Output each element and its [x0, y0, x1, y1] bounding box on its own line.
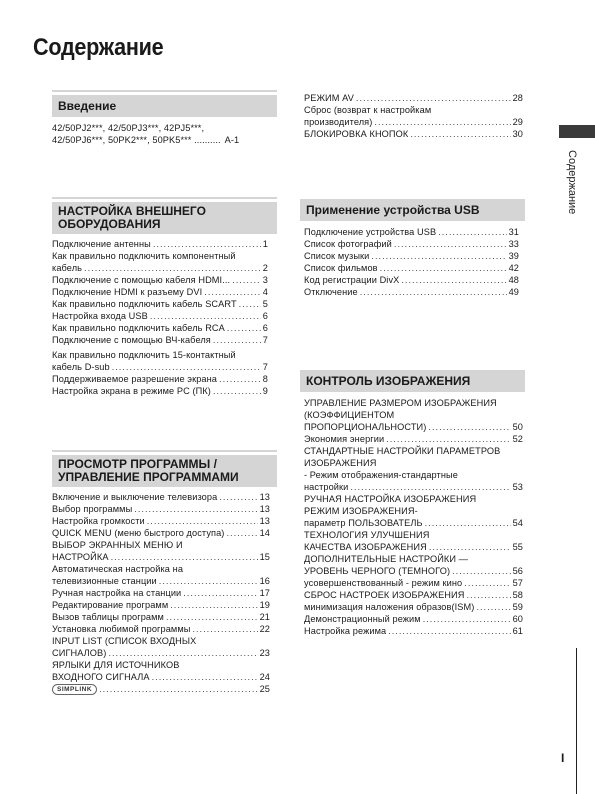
- entry-page: 52: [512, 434, 523, 444]
- entry-text: БЛОКИРОВКА КНОПОК: [304, 129, 409, 139]
- picture-entries: [304, 397, 523, 637]
- dot-leader: [159, 575, 258, 587]
- entry-text-line: ВЫБОР ЭКРАННЫХ МЕНЮ И: [52, 540, 183, 550]
- entry-page: 24: [259, 672, 270, 682]
- dot-leader: [204, 286, 261, 298]
- dot-leader: [112, 361, 261, 373]
- toc-entry[interactable]: [304, 274, 519, 286]
- toc-entry[interactable]: [304, 601, 523, 613]
- entry-page: 54: [512, 518, 523, 528]
- heading-line: НАСТРОЙКА ВНЕШНЕГО: [58, 204, 206, 218]
- dot-leader: [466, 589, 510, 601]
- heading-text: Введение: [58, 98, 117, 113]
- entry-text: Редактирование программ: [52, 600, 169, 610]
- toc-entry[interactable]: [304, 577, 523, 589]
- dot-leader: [166, 611, 258, 623]
- dot-leader: [84, 262, 261, 274]
- entry-page: 58: [512, 590, 523, 600]
- entry-text: СБРОС НАСТРОЕК ИЗОБРАЖЕНИЯ: [304, 590, 465, 600]
- entry-page: 28: [512, 93, 523, 103]
- dot-leader: [360, 286, 507, 298]
- entry-text: РЕЖИМ AV: [304, 93, 354, 103]
- entry-page: 53: [512, 482, 523, 492]
- entry-page: 42: [508, 263, 519, 273]
- entry-text-line: Как правильно подключить компонентный: [52, 251, 236, 261]
- toc-entry[interactable]: [304, 625, 523, 637]
- entry-text-line: ДОПОЛНИТЕЛЬНЫЕ НАСТРОЙКИ —: [304, 554, 469, 564]
- entry-page: 39: [508, 251, 519, 261]
- toc-entry[interactable]: [52, 587, 270, 599]
- entry-page: 48: [508, 275, 519, 285]
- entry-page: 9: [262, 386, 268, 396]
- toc-entry[interactable]: [52, 515, 270, 527]
- dot-leader: [226, 527, 257, 539]
- toc-entry[interactable]: [52, 551, 270, 563]
- heading-line: УПРАВЛЕНИЕ ПРОГРАММАМИ: [58, 470, 239, 484]
- entry-page: 19: [259, 600, 270, 610]
- toc-entry[interactable]: [304, 262, 519, 274]
- entry-page: 1: [262, 239, 268, 249]
- entry-text: телевизионные станции: [52, 576, 157, 586]
- toc-entry[interactable]: [52, 683, 270, 695]
- dot-leader: [239, 298, 261, 310]
- entry-page: 14: [259, 528, 270, 538]
- entry-page: 23: [259, 648, 270, 658]
- toc-entry[interactable]: [304, 116, 523, 128]
- toc-entry[interactable]: [52, 527, 270, 539]
- program-entries: [52, 491, 270, 695]
- margin-rule: [576, 648, 577, 794]
- entry-page: 7: [262, 362, 268, 372]
- entry-page: 55: [512, 542, 523, 552]
- entry-text: Ручная настройка на станции: [52, 588, 182, 598]
- dot-leader: [386, 433, 510, 445]
- toc-entry[interactable]: [304, 226, 519, 238]
- entry-text: Включение и выключение телевизора: [52, 492, 218, 502]
- dot-leader: [213, 385, 261, 397]
- entry-page: 31: [508, 227, 519, 237]
- entry-text: Подключение антенны: [52, 239, 151, 249]
- entry-text: Экономия энергии: [304, 434, 385, 444]
- toc-entry[interactable]: [52, 310, 268, 322]
- entry-text: Список фильмов: [304, 263, 378, 273]
- entry-text: Список фотографий: [304, 239, 392, 249]
- entry-page: 6: [262, 311, 268, 321]
- entry-page: 33: [508, 239, 519, 249]
- section-heading-intro: [52, 95, 277, 117]
- dot-leader: [394, 238, 507, 250]
- dot-leader: [425, 517, 511, 529]
- entry-text: минимизация наложения образов(ISM): [304, 602, 475, 612]
- entry-text: Настройка входа USB: [52, 311, 148, 321]
- side-tab-marker: [559, 125, 595, 138]
- dot-leader: [423, 613, 511, 625]
- entry-text: производителя): [304, 117, 373, 127]
- entry-page: 13: [259, 492, 270, 502]
- dot-leader: [428, 421, 510, 433]
- entry-text: 42/50PJ6***, 50PK2***, 50PK5*** ..........: [52, 135, 221, 145]
- dot-leader: [452, 565, 510, 577]
- toc-entry[interactable]: [304, 128, 523, 140]
- entry-text: Поддерживаемое разрешение экрана: [52, 374, 218, 384]
- dot-leader: [152, 671, 258, 683]
- entry-text: ВХОДНОГО СИГНАЛА: [52, 672, 150, 682]
- toc-entry[interactable]: [52, 373, 268, 385]
- entry-text: Как правильно подключить кабель RCA: [52, 323, 225, 333]
- entry-text: усовершенствованный - режим кино: [304, 578, 463, 588]
- dot-leader: [410, 128, 510, 140]
- section-heading-usb: [300, 199, 525, 221]
- entry-page: 30: [512, 129, 523, 139]
- entry-text-line: Автоматическая настройка на: [52, 564, 184, 574]
- dot-leader: [388, 625, 510, 637]
- toc-entry[interactable]: [52, 671, 270, 683]
- toc-entry[interactable]: [52, 322, 268, 334]
- entry-text: кабель D-sub: [52, 362, 110, 372]
- toc-entry[interactable]: [52, 334, 268, 346]
- dot-leader: [108, 647, 257, 659]
- entry-text: настройки: [304, 482, 349, 492]
- entry-text: Отключение: [304, 287, 358, 297]
- entry-page: 21: [259, 612, 270, 622]
- entry-page: 22: [259, 624, 270, 634]
- toc-entry[interactable]: [304, 238, 519, 250]
- entry-text: Подключение устройства USB: [304, 227, 437, 237]
- entry-page: 61: [512, 626, 523, 636]
- dot-leader: [356, 92, 511, 104]
- entry-text: параметр ПОЛЬЗОВАТЕЛЬ: [304, 518, 423, 528]
- entry-text: кабель: [52, 263, 83, 273]
- toc-entry[interactable]: [304, 421, 523, 433]
- toc-entry[interactable]: [52, 611, 270, 623]
- entry-text-line: ЯРЛЫКИ ДЛЯ ИСТОЧНИКОВ: [52, 660, 180, 670]
- entry-page: 57: [512, 578, 523, 588]
- entry-text-line: Сброс (возврат к настройкам: [304, 105, 432, 115]
- dot-leader: [147, 515, 258, 527]
- dot-leader: [99, 683, 258, 695]
- dot-leader: [227, 322, 261, 334]
- toc-entry[interactable]: [52, 623, 270, 635]
- heading-line: ПРОСМОТР ПРОГРАММЫ /: [58, 457, 217, 471]
- entry-text-line: INPUT LIST (СПИСОК ВХОДНЫХ: [52, 636, 197, 646]
- dot-leader: [183, 587, 257, 599]
- dot-leader: [150, 310, 261, 322]
- dot-leader: [401, 274, 506, 286]
- toc-entry[interactable]: [52, 238, 268, 250]
- toc-entry[interactable]: [52, 262, 268, 274]
- entry-text-line: РЕЖИМ ИЗОБРАЖЕНИЯ-: [304, 506, 418, 516]
- toc-entry[interactable]: [52, 286, 268, 298]
- av-entries: [304, 92, 523, 140]
- entry-page: 3: [262, 275, 268, 285]
- entry-page: 49: [508, 287, 519, 297]
- heading-text: КОНТРОЛЬ ИЗОБРАЖЕНИЯ: [306, 373, 471, 388]
- entry-text-line: Как правильно подключить 15-контактный: [52, 350, 236, 360]
- entry-page: 2: [262, 263, 268, 273]
- dot-leader: [153, 238, 261, 250]
- dot-leader: [438, 226, 506, 238]
- dot-leader: [134, 503, 257, 515]
- entry-page: 56: [512, 566, 523, 576]
- toc-entry[interactable]: [52, 274, 268, 286]
- toc-entry[interactable]: [304, 517, 523, 529]
- intro-line: 42/50PJ2***, 42/50PJ3***, 42PJ5***,: [52, 123, 205, 133]
- usb-entries: [304, 226, 519, 298]
- section-heading-picture: [300, 370, 525, 392]
- dot-leader: [464, 577, 510, 589]
- entry-text-line: (КОЭФФИЦИЕНТОМ: [304, 410, 395, 420]
- heading-text: Применение устройства USB: [306, 202, 480, 217]
- entry-page: 50: [512, 422, 523, 432]
- entry-text: КАЧЕСТВА ИЗОБРАЖЕНИЯ: [304, 542, 427, 552]
- dot-leader: [476, 601, 510, 613]
- entry-page: 29: [512, 117, 523, 127]
- entry-text: Список музыки: [304, 251, 370, 261]
- dot-leader: [219, 373, 261, 385]
- section-heading-program: [52, 455, 277, 487]
- dot-leader: [380, 262, 507, 274]
- toc-entry[interactable]: [52, 599, 270, 611]
- entry-text: Настройка экрана в режиме PC (ПК): [52, 386, 211, 396]
- entry-text-line: ТЕХНОЛОГИЯ УЛУЧШЕНИЯ: [304, 530, 430, 540]
- entry-page: 16: [259, 576, 270, 586]
- entry-text-line: - Режим отображения-стандартные: [304, 470, 458, 480]
- page-number: I: [561, 751, 565, 765]
- entry-text-line: РУЧНАЯ НАСТРОЙКА ИЗОБРАЖЕНИЯ: [304, 494, 477, 504]
- toc-entry[interactable]: [52, 361, 268, 373]
- toc-entry[interactable]: [304, 92, 523, 104]
- entry-text-line: ИЗОБРАЖЕНИЯ: [304, 458, 377, 468]
- dot-leader: [429, 541, 511, 553]
- toc-entry[interactable]: [52, 491, 270, 503]
- toc-entry[interactable]: [304, 565, 523, 577]
- entry-text: Подключение с помощью ВЧ-кабеля: [52, 335, 211, 345]
- entry-text: СИГНАЛОВ): [52, 648, 107, 658]
- heading-line: ОБОРУДОВАНИЯ: [58, 217, 161, 231]
- dot-leader: [219, 491, 257, 503]
- entry-text: Вызов таблицы программ: [52, 612, 164, 622]
- entry-page: 17: [259, 588, 270, 598]
- external-entries: [52, 238, 268, 397]
- entry-page: 8: [262, 374, 268, 384]
- dot-leader: [374, 116, 510, 128]
- entry-page: 13: [259, 504, 270, 514]
- entry-text: Подключение HDMI к разъему DVI: [52, 287, 203, 297]
- toc-entry[interactable]: [52, 134, 277, 146]
- entry-text: Выбор программы: [52, 504, 133, 514]
- toc-entry[interactable]: [304, 589, 523, 601]
- toc-entry[interactable]: [52, 647, 270, 659]
- toc-entry[interactable]: [304, 613, 523, 625]
- dot-leader: [111, 551, 258, 563]
- toc-entry[interactable]: [52, 503, 270, 515]
- entry-text-line: СТАНДАРТНЫЕ НАСТРОЙКИ ПАРАМЕТРОВ: [304, 446, 501, 456]
- entry-page: 15: [259, 552, 270, 562]
- toc-entry[interactable]: [304, 286, 519, 298]
- entry-page: 4: [262, 287, 268, 297]
- entry-page: 59: [512, 602, 523, 612]
- dot-leader: [213, 334, 261, 346]
- entry-text: Как правильно подключить кабель SCART: [52, 299, 237, 309]
- page-title: Содержание: [33, 34, 164, 61]
- entry-text: Установка любимой программы: [52, 624, 191, 634]
- entry-text: Настройка режима: [304, 626, 387, 636]
- toc-entry[interactable]: [52, 575, 270, 587]
- intro-entries: [52, 122, 277, 146]
- entry-page: 6: [262, 323, 268, 333]
- dot-leader: [192, 623, 257, 635]
- dot-leader: [371, 250, 506, 262]
- entry-text: УРОВЕНЬ ЧЕРНОГО (ТЕМНОГО): [304, 566, 451, 576]
- entry-text: НАСТРОЙКА: [52, 552, 109, 562]
- toc-entry[interactable]: [304, 433, 523, 445]
- entry-page: 7: [262, 335, 268, 345]
- side-label: Содержание: [566, 150, 578, 215]
- entry-page: A-1: [224, 135, 240, 145]
- dot-leader: [232, 274, 261, 286]
- toc-entry[interactable]: [52, 385, 268, 397]
- entry-text: Настройка громкости: [52, 516, 145, 526]
- toc-entry[interactable]: [52, 298, 268, 310]
- dot-leader: [170, 599, 257, 611]
- entry-page: 13: [259, 516, 270, 526]
- entry-text: QUICK MENU (меню быстрого доступа): [52, 528, 225, 538]
- entry-text: Подключение с помощью кабеля HDMI...: [52, 275, 231, 285]
- toc-entry[interactable]: [304, 541, 523, 553]
- toc-entry[interactable]: [304, 481, 523, 493]
- simplink-logo: SIMPLINK: [52, 684, 97, 695]
- entry-text-line: УПРАВЛЕНИЕ РАЗМЕРОМ ИЗОБРАЖЕНИЯ: [304, 398, 497, 408]
- section-heading-external: [52, 202, 277, 234]
- toc-entry[interactable]: [304, 250, 519, 262]
- entry-page: 5: [262, 299, 268, 309]
- dot-leader: [350, 481, 510, 493]
- entry-text: Демонстрационный режим: [304, 614, 421, 624]
- entry-page: 25: [259, 684, 270, 694]
- entry-text: ПРОПОРЦИОНАЛЬНОСТИ): [304, 422, 427, 432]
- entry-page: 60: [512, 614, 523, 624]
- entry-text: Код регистрации DivX: [304, 275, 400, 285]
